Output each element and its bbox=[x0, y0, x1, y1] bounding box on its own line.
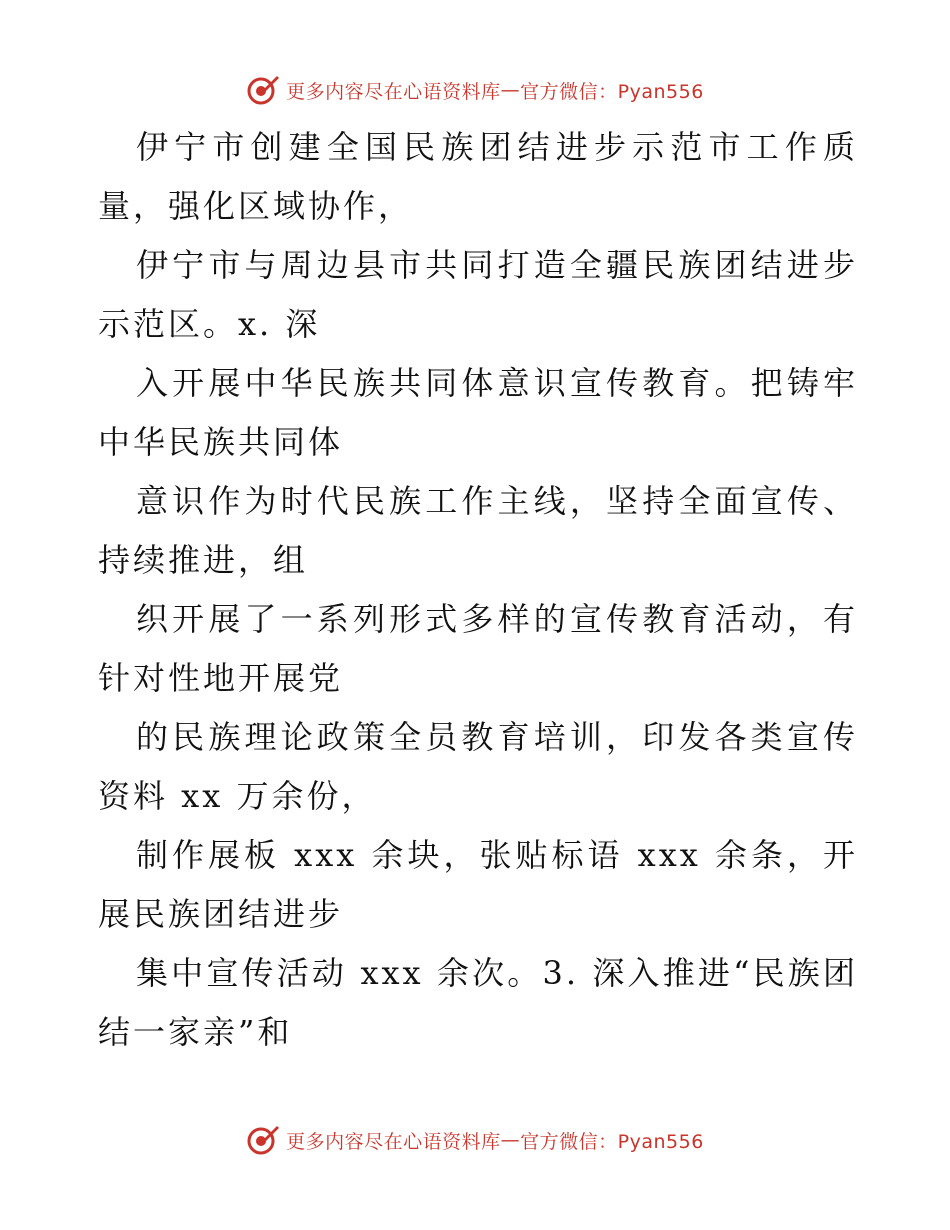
footer-banner-main: 更多内容尽在心语资料库 bbox=[286, 1130, 501, 1153]
footer-banner-contact: 官方微信：Pyan556 bbox=[520, 1130, 704, 1153]
paragraph-4: 意识作为时代民族工作主线，坚持全面宣传、持续推进，组 bbox=[98, 482, 858, 579]
paragraph-7: 制作展板 xxx 余块，张贴标语 xxx 余条，开展民族团结进步 bbox=[98, 836, 858, 933]
paragraph-6: 的民族理论政策全员教育培训，印发各类宣传资料 xx 万余份， bbox=[98, 718, 858, 815]
header-banner bbox=[0, 70, 950, 110]
paragraph-2: 伊宁市与周边县市共同打造全疆民族团结进步示范区。x. 深 bbox=[98, 246, 858, 343]
footer-banner bbox=[0, 1120, 950, 1160]
paragraph-5: 织开展了一系列形式多样的宣传教育活动，有针对性地开展党 bbox=[98, 600, 858, 697]
paragraph-8: 集中宣传活动 xxx 余次。3. 深入推进“民族团结一家亲”和 bbox=[98, 954, 858, 1051]
footer-banner-dash: — bbox=[500, 1129, 521, 1151]
header-banner-main: 更多内容尽在心语资料库 bbox=[286, 80, 501, 103]
pen-logo-icon bbox=[246, 1123, 280, 1157]
document-body bbox=[98, 118, 858, 1062]
paragraph-3: 入开展中华民族共同体意识宣传教育。把铸牢中华民族共同体 bbox=[98, 364, 858, 461]
pen-logo-icon bbox=[246, 73, 280, 107]
header-banner-contact: 官方微信：Pyan556 bbox=[520, 80, 704, 103]
header-banner-dash: — bbox=[500, 79, 521, 101]
paragraph-1: 伊宁市创建全国民族团结进步示范市工作质量，强化区域协作， bbox=[98, 128, 858, 225]
